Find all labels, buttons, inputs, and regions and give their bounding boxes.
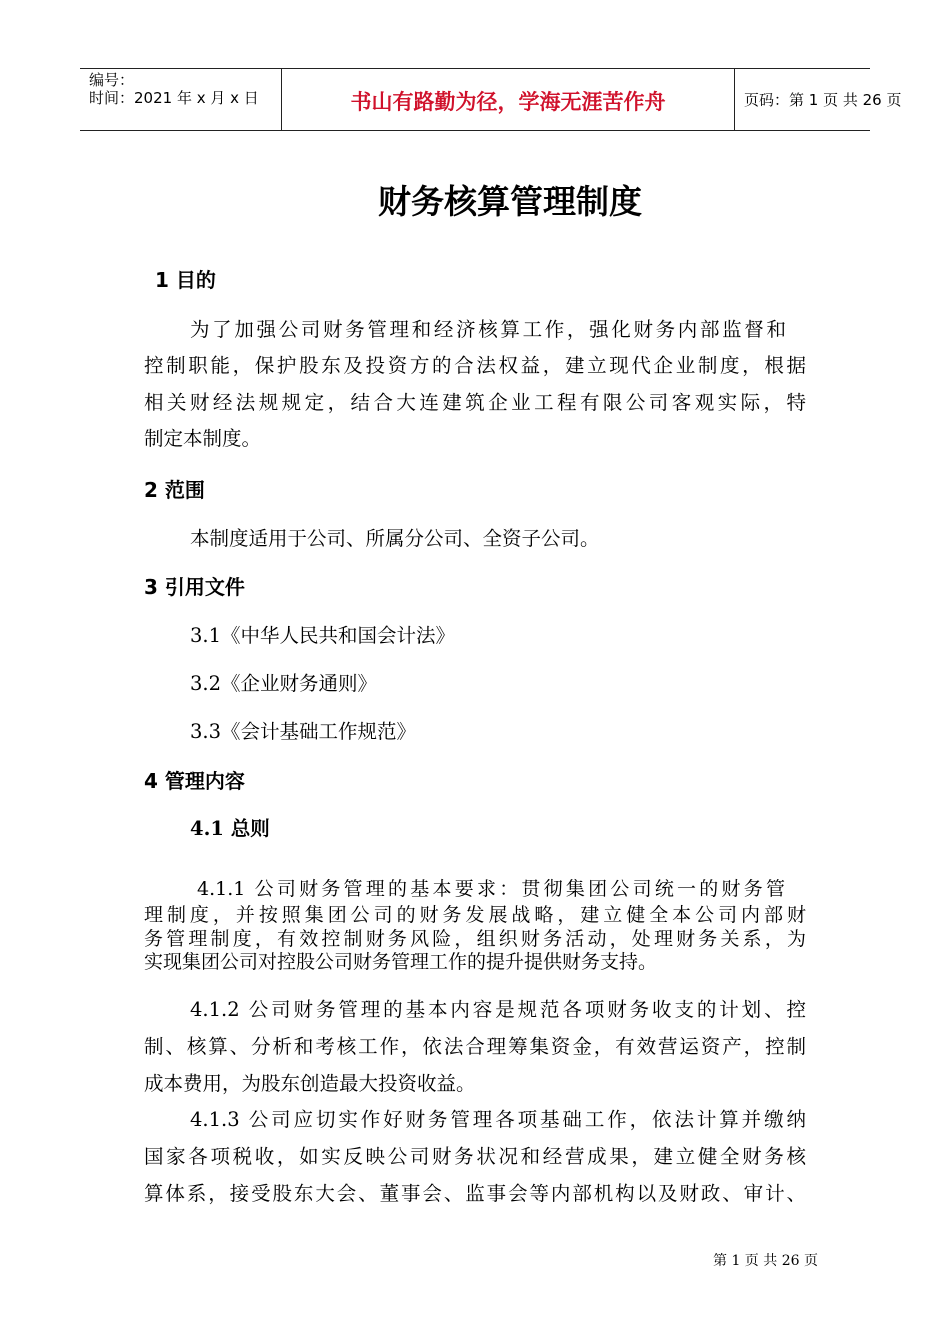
footer-page-number: 第 1 页 共 26 页 [713,1253,818,1269]
section-1-line: 控制职能，保护股东及投资方的合法权益，建立现代企业制度，根据 [144,354,806,377]
clause-4-1-1-line: 理制度，并按照集团公司的财务发展战略，建立健全本公司内部财 [144,904,806,926]
clause-4-1-1-line: 实现集团公司对控股公司财务管理工作的提升提供财务支持。 [144,951,658,973]
clause-4-1-2-line: 制、核算、分析和考核工作，依法合理筹集资金，有效营运资产，控制 [144,1035,806,1058]
section-1-line: 制定本制度。 [144,427,262,450]
section-1-line: 相关财经法规规定，结合大连建筑企业工程有限公司客观实际，特 [144,391,806,414]
reference-item: 3.2《企业财务通则》 [190,672,378,695]
header-page-cell [734,69,902,130]
clause-4-1-2-line: 4.1.2 公司财务管理的基本内容是规范各项财务收支的计划、控 [190,998,806,1021]
header-info-cell [80,69,281,130]
section-2-text: 本制度适用于公司、所属分公司、全资子公司。 [190,527,600,550]
clause-4-1-2-line: 成本费用，为股东创造最大投资收益。 [144,1072,476,1095]
clause-4-1-1-line: 4.1.1 公司财务管理的基本要求：贯彻集团公司统一的财务管 [197,878,785,900]
section-1-heading: 1 目的 [155,268,216,292]
header-page-number: 页码：第 1 页 共 26 页 [744,91,902,109]
clause-4-1-1-line: 务管理制度，有效控制财务风险，组织财务活动，处理财务关系，为 [144,928,806,950]
section-3-heading: 3 引用文件 [144,575,245,599]
header-motto: 书山有路勤为径，学海无涯苦作舟 [350,90,666,114]
header-motto-cell [281,69,735,130]
clause-4-1-3-line: 4.1.3 公司应切实作好财务管理各项基础工作，依法计算并缴纳 [190,1108,806,1131]
section-1-line: 为了加强公司财务管理和经济核算工作，强化财务内部监督和 [190,318,786,341]
section-2-heading: 2 范围 [144,478,205,502]
reference-item: 3.3《会计基础工作规范》 [190,720,417,743]
clause-4-1-3-line: 算体系，接受股东大会、董事会、监事会等内部机构以及财政、审计、 [144,1182,806,1205]
section-4-1-heading: 4.1 总则 [190,817,270,840]
header-bar [80,68,902,131]
reference-item: 3.1《中华人民共和国会计法》 [190,624,456,647]
clause-4-1-3-line: 国家各项税收，如实反映公司财务状况和经营成果，建立健全财务核 [144,1145,806,1168]
section-4-heading: 4 管理内容 [144,769,245,793]
document-title: 财务核算管理制度 [378,182,642,221]
document-number-label: 编号： [89,71,135,89]
document-date-label: 时间：2021 年 x 月 x 日 [89,89,259,107]
